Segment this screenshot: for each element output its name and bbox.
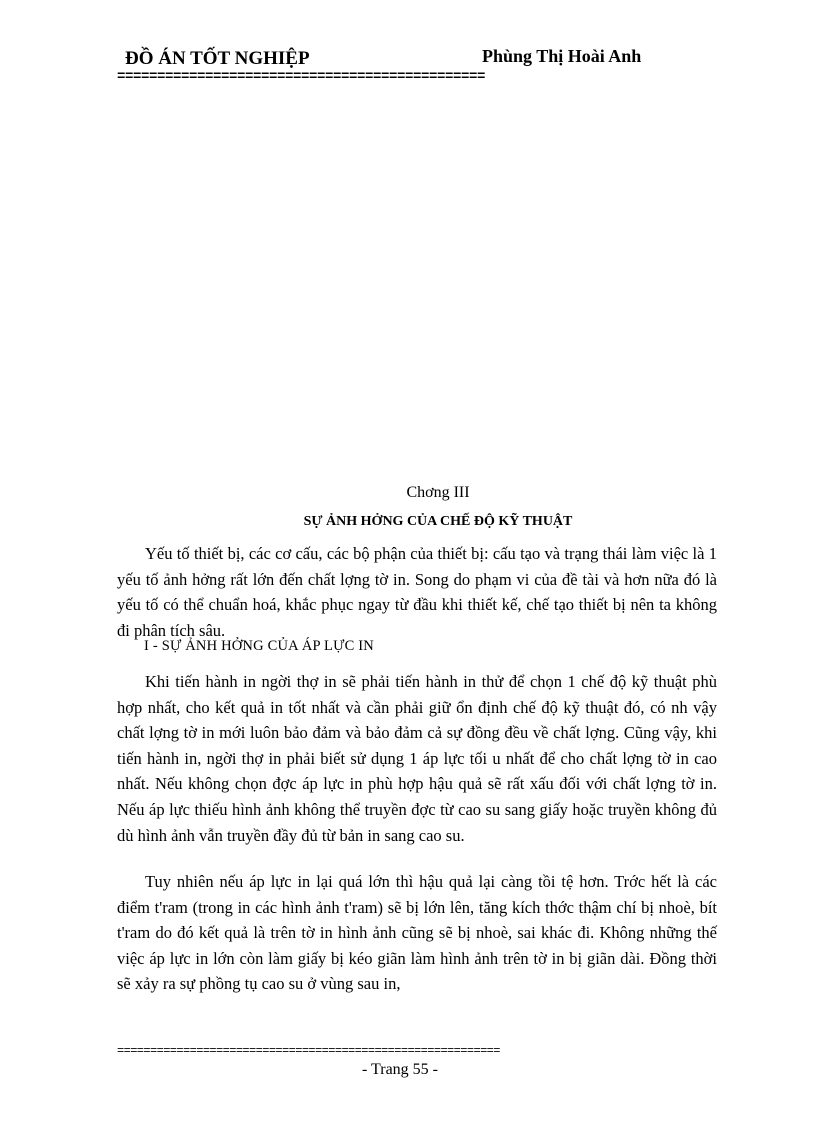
header-divider: ============================================== <box>117 70 486 84</box>
paragraph-excess-pressure: Tuy nhiên nếu áp lực in lại quá lớn thì hậu quả lại càng tồi tệ hơn. Trớc hết là các điểm t'ram (trong in các hình ảnh t'ram) sẽ bị lớn lên, tăng kích thớc thậm chí bị nhoè, bít t'ram do đó kết quả là trên tờ in hình ảnh cũng sẽ bị nhoè, sai khác đi. Không những thế việc áp lực in lớn còn làm giấy bị kéo giãn làm hình ảnh trên tờ in bị giãn dài. Đồng thời sẽ xảy ra sự phồng tụ cao su ở vùng sau in, <box>117 872 717 994</box>
chapter-title: SỰ ẢNH HỞNG CỦA CHẾ ĐỘ KỸ THUẬT <box>303 514 573 529</box>
paragraph-equipment-factors: Yếu tố thiết bị, các cơ cấu, các bộ phận của thiết bị: cấu tạo và trạng thái làm việc là 1 yếu tố ảnh hởng rất lớn đến chất lợng tờ in. Song do phạm vi của đề tài và hơn nữa đó là yếu tố có thể chuẩn hoá, khắc phục ngay từ đầu khi thiết kế, chế tạo thiết bị nên ta không đi phân tích sâu. <box>117 544 717 640</box>
page-number <box>0 1061 816 1079</box>
page-number-text: - Trang 55 - <box>361 1061 438 1078</box>
document-type-title: ĐỒ ÁN TỐT NGHIỆP <box>125 48 310 69</box>
section-heading-text: I - SỰ ẢNH HỞNG CỦA ÁP LỰC IN <box>144 638 374 654</box>
section-heading <box>144 638 374 655</box>
paragraph-printing-pressure: Khi tiến hành in ngời thợ in sẽ phải tiến hành in thử để chọn 1 chế độ kỹ thuật phù hợp nhất, cho kết quả in tốt nhất và cần phải giữ ổn định chế độ kỹ thuật đó, có nh vậy chất lợng tờ in mới luôn bảo đảm và bảo đảm cả sự đồng đều về chất lợng. Cũng vậy, khi tiến hành in, ngời thợ in phải biết sử dụng 1 áp lực tối u nhất để cho chất lợng tờ in cao nhất. Nếu không chọn đợc áp lực in phù hợp hậu quả sẽ rất xấu đối với chất lợng tờ in. Nếu áp lực thiếu hình ảnh không thể truyền đợc từ cao su sang giấy hoặc truyền không đủ dù hình ảnh vẫn truyền đầy đủ từ bản in sang cao su. <box>117 672 717 845</box>
chapter-label: Chơng III <box>406 484 470 501</box>
footer-divider: ========================================================== <box>117 1045 500 1057</box>
author-name: Phùng Thị Hoài Anh <box>482 46 642 66</box>
